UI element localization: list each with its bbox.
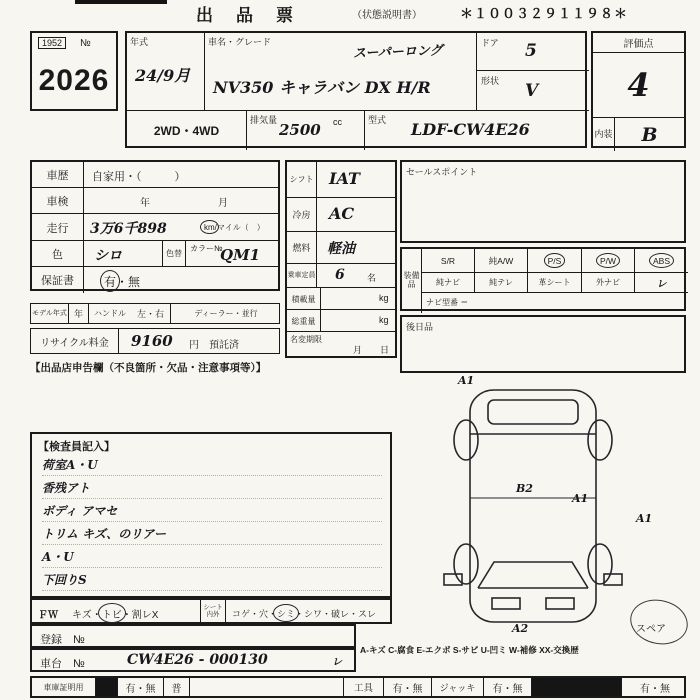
registration-label: 登録 № (40, 634, 85, 646)
damage-mark: A2 (512, 622, 529, 635)
shape-label: 形状 (481, 76, 500, 86)
sales-point-box (400, 160, 686, 243)
later-items-box (400, 315, 686, 373)
van-wheel-rear-right (588, 420, 612, 460)
displacement-cell (247, 111, 365, 150)
equip-pw-cell (582, 249, 635, 273)
recycle-value: 9160 (131, 332, 173, 350)
rename-row (287, 332, 395, 360)
seat-circled-option: シミ (277, 609, 296, 619)
equip-check-mark: レ (635, 273, 688, 293)
damage-mark: A1 (458, 374, 475, 387)
weight-row (287, 310, 395, 332)
dealer-label: ディーラー・並行 (194, 309, 258, 318)
year-value: 24/9月 (135, 66, 191, 85)
van-rear-window (488, 400, 578, 424)
fw-label: ＦＷ (38, 610, 58, 621)
mileage-value: 3万6千898 (90, 221, 167, 237)
no-label: № (80, 38, 91, 49)
capacity-label: 乗車定員 (287, 264, 317, 288)
score-label: 評価点 (593, 33, 684, 53)
inspector-line: 香残アト (42, 479, 382, 499)
recycle-unit: 円 預託済 (189, 340, 239, 351)
year-label: 年式 (130, 37, 149, 47)
inspector-line: A・U (42, 548, 382, 568)
score-value: 4 (627, 66, 650, 104)
chassis-row (30, 648, 356, 672)
equip-leather: 革シート (528, 273, 582, 293)
equip-tv: 純テレ (475, 273, 528, 293)
model-code-label: 型式 (368, 115, 387, 125)
lot-number: 2026 (38, 64, 110, 97)
chassis-check-mark: レ (332, 657, 342, 668)
later-items-label: 後日品 (406, 322, 434, 332)
mileage-unit-rest: /マイル（ ） (214, 223, 265, 232)
spare-yes-no: 有・無 (640, 683, 670, 695)
carname-label: 車名・グレード (208, 37, 272, 47)
inspector-notes-box (30, 432, 392, 598)
load-label: 積載量 (287, 288, 321, 310)
shape-value: V (525, 81, 539, 101)
model-year-strip (30, 303, 280, 324)
van-headlight-right (546, 598, 574, 609)
vehicle-top-table (125, 31, 587, 148)
ac-row (287, 198, 395, 232)
interior-label: 内装 (593, 118, 615, 151)
warranty-value (104, 273, 140, 290)
equip-sr: S/R (422, 249, 475, 273)
damage-mark: B2 (516, 482, 533, 495)
color-row (32, 241, 278, 267)
model-code-value: LDF-CW4E26 (411, 120, 530, 139)
recolor-label: 色替 (162, 241, 186, 267)
shift-label: シフト (287, 162, 317, 198)
chassis-value: CW4E26 - 000130 (127, 652, 268, 668)
weight-unit: kg (379, 315, 389, 325)
door-value: 5 (525, 41, 537, 61)
color-value: シロ (94, 248, 122, 264)
warranty-sep: ・ (116, 275, 129, 289)
equip-navi: 純ナビ (422, 273, 475, 293)
seller-notice: 【出品店申告欄（不良箇所・欠品・注意事項等）】 (30, 362, 267, 374)
door-cell (477, 33, 589, 71)
seat-label: シート内外 (200, 600, 226, 622)
weight-label: 総重量 (287, 310, 321, 332)
black-cell (96, 678, 118, 696)
load-unit: kg (379, 293, 389, 303)
handle-value: 左・右 (131, 304, 171, 323)
carname-cell (205, 33, 477, 111)
year-cell (127, 33, 205, 111)
model-year-label: モデル年式 (31, 304, 69, 323)
registration-row (30, 624, 356, 648)
displacement-unit: cc (333, 117, 342, 127)
inspector-line: ボディ アマセ (42, 502, 382, 522)
van-windshield (478, 562, 588, 588)
van-wheel-rear-left (454, 420, 478, 460)
sales-point-label: セールスポイント (406, 167, 478, 177)
lot-number-box (30, 31, 118, 111)
carname-value: NV350 キャラバン DX H/R (213, 78, 431, 97)
shaken-month: 月 (218, 198, 228, 209)
equip-pw: P/W (599, 255, 617, 266)
handle-label: ハンドル (94, 309, 126, 318)
shaken-label: 車検 (32, 188, 84, 214)
damage-mark: A1 (636, 512, 653, 525)
displacement-value: 2500 (279, 121, 321, 139)
model-year-unit: 年 (69, 304, 89, 323)
shape-cell (477, 71, 589, 111)
recycle-strip (30, 328, 280, 354)
sheet-subtitle: （状態説明書） (352, 10, 422, 21)
warranty-row (32, 267, 278, 293)
equip-ps-cell (528, 249, 582, 273)
van-wheel-front-left (454, 544, 478, 584)
warranty-label: 保証書 (32, 267, 84, 293)
equip-aw: 純A/W (475, 249, 528, 273)
fuel-value: 軽油 (327, 241, 355, 257)
capacity-value: 6 (335, 267, 345, 283)
fuel-row (287, 232, 395, 264)
damage-legend: A-キズ C-腐食 E-エクボ S-サビ U-凹ミ W-補修 XX-交換歴 (360, 645, 579, 655)
mileage-label: 走行 (32, 214, 84, 241)
center-spec-table (285, 160, 397, 358)
shift-value: IAT (329, 169, 360, 188)
mileage-unit (204, 222, 265, 233)
equipment-table (400, 247, 686, 311)
door-label: ドア (481, 38, 499, 48)
black-cell (532, 678, 622, 696)
fw-post: ・割レX (121, 610, 159, 621)
rename-value: 月 日 (352, 345, 389, 355)
capacity-row (287, 264, 395, 288)
interior-value: B (641, 123, 658, 146)
tool-yes-no: 有・無 (384, 678, 432, 696)
history-row (32, 162, 278, 188)
seat-pre: コゲ・穴・ (232, 609, 278, 619)
equipment-label: 装備品 (402, 249, 422, 313)
navi-model-label: ナビ型番 ＝ (426, 298, 469, 307)
equip-abs: ABS (652, 255, 670, 266)
van-headlight-left (492, 598, 520, 609)
history-value: 自家用・（ ） (92, 171, 186, 183)
fw-seat-row (30, 598, 392, 624)
rename-label: 名変期限 (290, 335, 322, 344)
jack-label: ジャッキ (432, 678, 484, 696)
inspector-line: トリム キズ、のリアー (42, 525, 382, 545)
tool-label: 工具 (344, 678, 384, 696)
ac-value: AC (329, 204, 355, 223)
inspector-header: 【検査員記入】 (38, 441, 115, 453)
capacity-unit: 名 (367, 273, 377, 283)
history-label: 車歴 (32, 162, 84, 188)
warranty-yes: 有 (104, 275, 117, 289)
jack-yes-no: 有・無 (484, 678, 532, 696)
displacement-label: 排気量 (250, 115, 278, 125)
drive-cell: 2WD・4WD (127, 111, 247, 150)
equip-abs-cell (635, 249, 688, 273)
colorno-label: カラー№ (190, 244, 223, 253)
chassis-label: 車台 № (40, 658, 85, 670)
vehicle-diagram (408, 376, 660, 642)
colorno-value: QM1 (220, 246, 261, 264)
model-code-cell (365, 111, 589, 150)
fw-pre: キズ・ (72, 610, 102, 621)
mileage-row (32, 214, 278, 241)
grade-value: スーパーロング (352, 43, 443, 62)
fuel-label: 燃料 (287, 232, 317, 264)
spare-label: スペア (636, 624, 666, 635)
score-box (591, 31, 686, 148)
load-row (287, 288, 395, 310)
ac-label: 冷房 (287, 198, 317, 232)
interior-row (593, 117, 684, 150)
equip-ps: P/S (547, 255, 562, 266)
shift-row (287, 162, 395, 198)
bottom-spacer-cell (190, 678, 344, 696)
fw-circled-option: トビ (102, 606, 122, 621)
left-detail-table (30, 160, 280, 291)
equip-extnavi: 外ナビ (582, 273, 635, 293)
futsuu-cell: 普 (164, 678, 190, 696)
damage-mark: A1 (572, 492, 589, 505)
van-wheel-front-right (588, 544, 612, 584)
inspector-line: 荷室A・U (42, 456, 382, 476)
shaken-year: 年 (140, 198, 150, 209)
seat-options (232, 607, 376, 620)
color-label: 色 (32, 241, 84, 267)
recycle-label: リサイクル料金 (31, 329, 119, 353)
garage-yes-no: 有・無 (118, 678, 164, 696)
seat-post: ・シワ・破レ・スレ (295, 609, 377, 619)
sheet-title: 出 品 票 (196, 6, 296, 25)
bottom-row (30, 676, 686, 698)
serial-number: ＊１００３２９１１９８＊ (460, 6, 629, 21)
scan-artifact-bar (75, 0, 167, 4)
shaken-row (32, 188, 278, 214)
stamp-1952: 1952 (38, 37, 66, 49)
mileage-unit-km: km (204, 223, 215, 232)
inspector-line: 下回りS (42, 571, 382, 591)
warranty-no: 無 (128, 275, 141, 289)
fw-options (72, 606, 158, 621)
garage-cert-label: 車庫証明用 (32, 678, 96, 696)
